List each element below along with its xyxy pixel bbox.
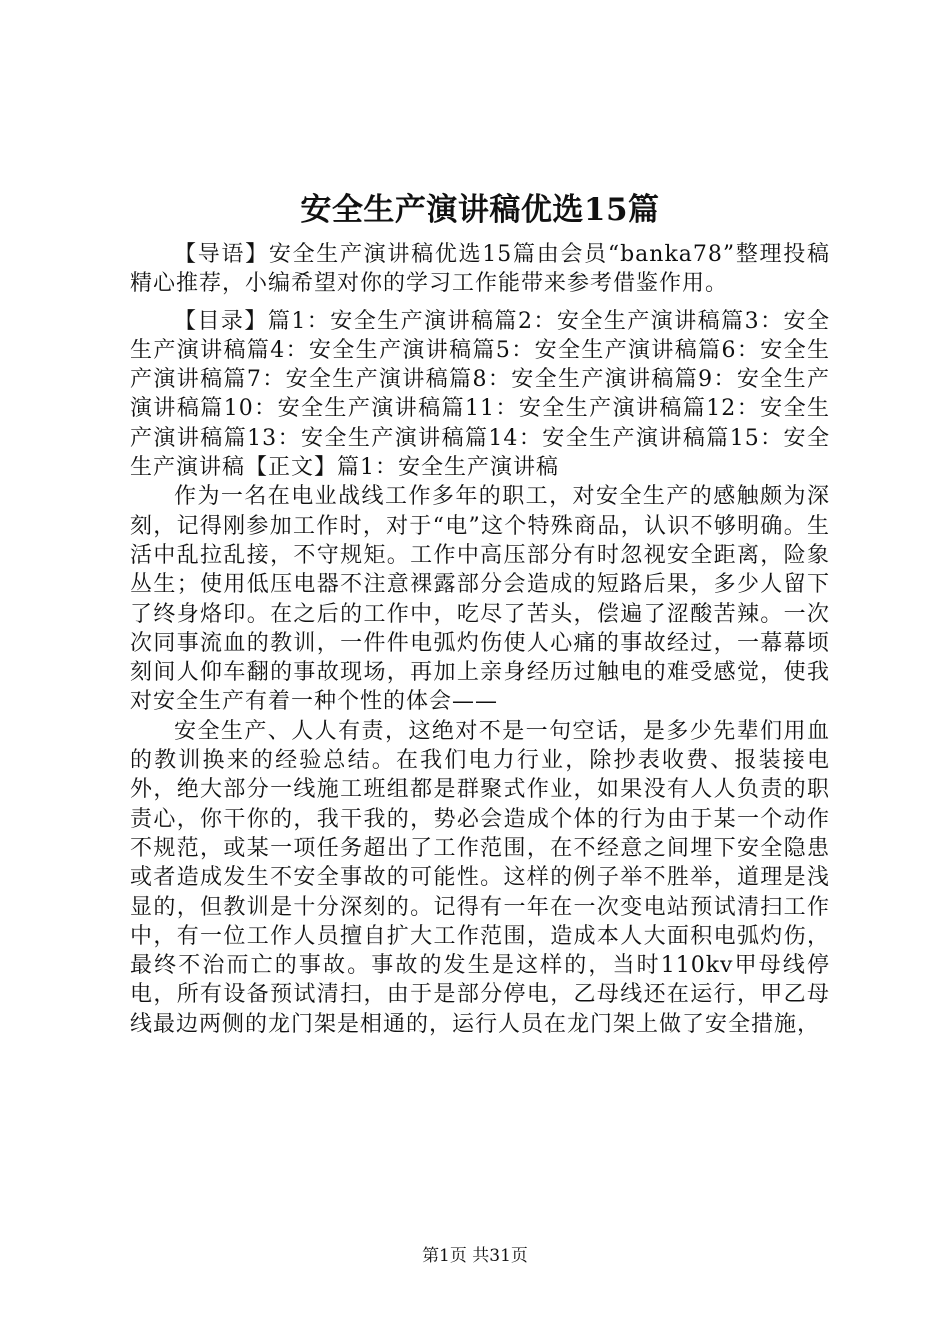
- document-page: [130, 180, 830, 1039]
- toc-paragraph: 【目录】篇1：安全生产演讲稿篇2：安全生产演讲稿篇3：安全生产演讲稿篇4：安全生产演讲稿篇5：安全生产演讲稿篇6：安全生产演讲稿篇7：安全生产演讲稿篇8：安全生产演讲稿篇9：安全生产演讲稿篇10：安全生产演讲稿篇11：安全生产演讲稿篇12：安全生产演讲稿篇13：安全生产演讲稿篇14：安全生产演讲稿篇15：安全生产演讲稿【正文】篇1：安全生产演讲稿: [130, 308, 831, 481]
- body-paragraph: 安全生产、人人有责，这绝对不是一句空话，是多少先辈们用血的教训换来的经验总结。在我们电力行业，除抄表收费、报装接电外，绝大部分一线施工班组都是群聚式作业，如果没有人人负责的职责心，你干你的，我干我的，势必会造成个体的行为由于某一个动作不规范，或某一项任务超出了工作范围，在不经意之间埋下安全隐患或者造成发生不安全事故的可能性。这样的例子举不胜举，道理是浅显的，但教训是十分深刻的。记得有一年在一次变电站预试清扫工作中，有一位工作人员擅自扩大工作范围，造成本人大面积电弧灼伤，最终不治而亡的事故。事故的发生是这样的，当时110kv甲母线停电，所有设备预试清扫，由于是部分停电，乙母线还在运行，甲乙母线最边两侧的龙门架是相通的，运行人员在龙门架上做了安全措施，: [130, 718, 830, 1037]
- body-paragraph: 作为一名在电业战线工作多年的职工，对安全生产的感触颇为深刻，记得刚参加工作时，对于“电”这个特殊商品，认识不够明确。生活中乱拉乱接，不守规矩。工作中高压部分有时忽视安全距离，险象丛生；使用低压电器不注意裸露部分会造成的短路后果，多少人留下了终身烙印。在之后的工作中，吃尽了苦头，偿遍了涩酸苦辣。一次次同事流血的教训，一件件电弧灼伤使人心痛的事故经过，一幕幕顷刻间人仰车翻的事故现场，再加上亲身经历过触电的难受感觉，使我对安全生产有着一种个性的体会——: [130, 484, 830, 715]
- intro-paragraph: 【导语】安全生产演讲稿优选15篇由会员“banka78”整理投稿精心推荐，小编希望对你的学习工作能带来参考借鉴作用。: [130, 242, 830, 297]
- page-number-footer: 第1页 共31页: [422, 1246, 528, 1266]
- document-title: 安全生产演讲稿优选15篇: [300, 192, 660, 228]
